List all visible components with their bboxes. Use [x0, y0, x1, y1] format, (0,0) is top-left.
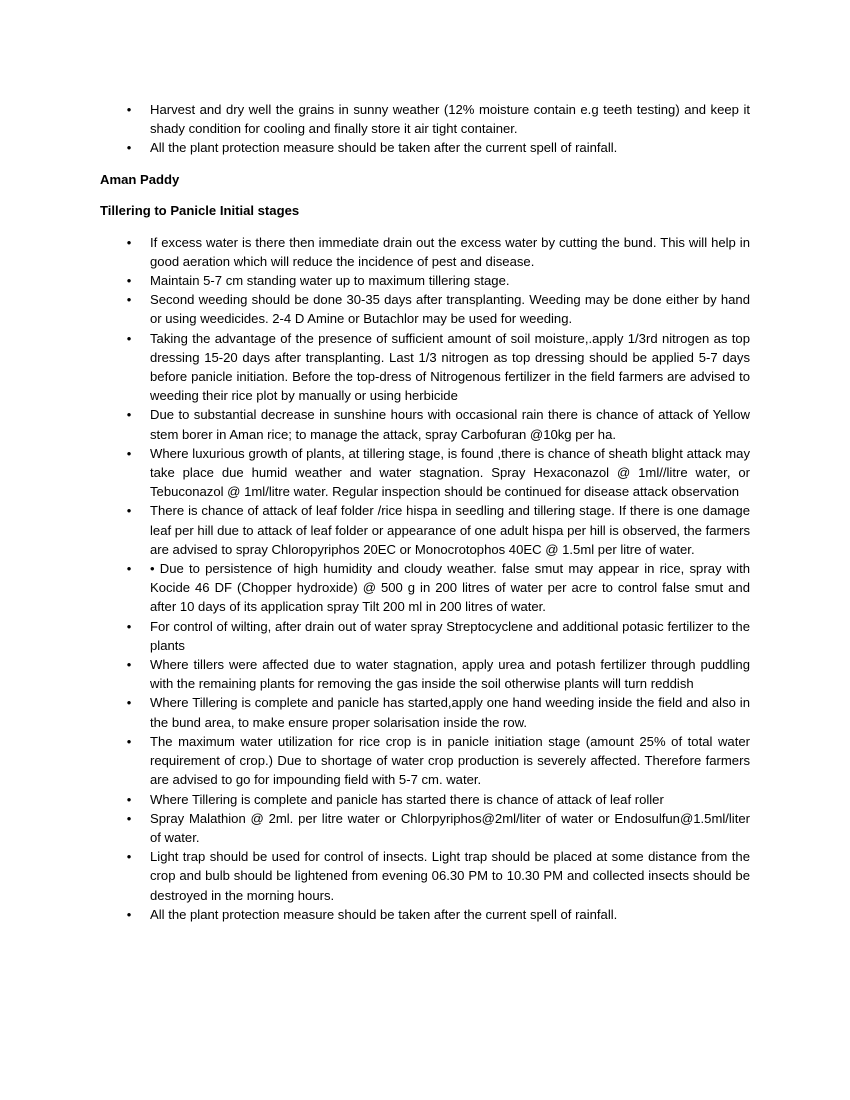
bullet-icon: • [126, 657, 132, 673]
list-item [100, 809, 750, 847]
list-item-text: Maintain 5-7 cm standing water up to maximum tillering stage. [150, 273, 510, 289]
bullet-icon: • [126, 503, 132, 519]
list-item [100, 655, 750, 693]
list-item-text: All the plant protection measure should be taken after the current spell of rainfall. [150, 140, 618, 156]
bullet-icon: • [126, 445, 132, 461]
list-item-text: Due to substantial decrease in sunshine hours with occasional rain there is chance of attack of Yellow stem borer in Aman rice; to manage the attack, spray Carbofuran @10kg per ha. [150, 407, 750, 442]
list-item [100, 138, 750, 157]
list-item-text: Where tillers were affected due to water stagnation, apply urea and potash fertilizer through puddling with the remaining plants for removing the gas inside the soil otherwise plants will turn reddish [150, 657, 750, 692]
list-item-text: Where Tillering is complete and panicle has started,apply one hand weeding inside the field and also in the bund area, to make ensure proper solarisation inside the row. [150, 695, 750, 730]
bullet-icon: • [126, 810, 132, 826]
list-item [100, 233, 750, 271]
list-item-text: For control of wilting, after drain out of water spray Streptocyclene and additional potasic fertilizer to the plants [150, 618, 750, 653]
list-item-text: Taking the advantage of the presence of sufficient amount of soil moisture,.apply 1/3rd nitrogen as top dressing 15-20 days after transplanting. Last 1/3 nitrogen as top dressing should be applied 5-7 days before panicle initiation. Before the top-dress of Nitrogenous fertilizer in the field farmers are advised to weeding their rice plot by manually or using herbicide [150, 330, 750, 404]
bullet-icon: • [126, 330, 132, 346]
bullet-icon: • [126, 407, 132, 423]
list-item [100, 790, 750, 809]
list-item [100, 100, 750, 138]
list-item-text: Harvest and dry well the grains in sunny weather (12% moisture contain e.g teeth testing) and keep it shady condition for cooling and finally store it air tight container. [150, 102, 750, 137]
list-item-text: Second weeding should be done 30-35 days after transplanting. Weeding may be done either by hand or using weedicides. 2-4 D Amine or Butachlor may be used for weeding. [150, 292, 750, 327]
list-item-text: If excess water is there then immediate drain out the excess water by cutting the bund. This will help in good aeration which will reduce the incidence of pest and disease. [150, 234, 750, 269]
bullet-icon: • [126, 140, 132, 156]
bullet-icon: • [126, 849, 132, 865]
list-item-text: Spray Malathion @ 2ml. per litre water or Chlorpyriphos@2ml/liter of water or Endosulfun@1.5ml/liter of water. [150, 810, 750, 845]
list-item [100, 501, 750, 559]
bullet-icon: • [126, 102, 132, 117]
list-item-text: Where Tillering is complete and panicle has started there is chance of attack of leaf roller [150, 791, 664, 807]
list-item [100, 847, 750, 905]
document-content [100, 100, 750, 924]
bullet-icon: • [126, 292, 132, 308]
list-item-text: Where luxurious growth of plants, at tillering stage, is found ,there is chance of sheath blight attack may take place due humid weather and water stagnation. Spray Hexaconazol @ 1ml//litre water, or Tebuconazol @ 1ml/litre water. Regular inspection should be continued for disease attack observation [150, 445, 750, 500]
list-item [100, 444, 750, 502]
list-item-text: There is chance of attack of leaf folder /rice hispa in seedling and tillering stage. If there is one damage leaf per hill due to attack of leaf folder or appearance of one adult hispa per hill is observed, the farmers are advised to spray Chloropyriphos 20EC or Monocrotophos 40EC @ 1.5ml per litre of water. [150, 503, 750, 557]
list-item [100, 405, 750, 443]
list-item-text: Light trap should be used for control of insects. Light trap should be placed at some distance from the crop and bulb should be lightened from evening 06.30 PM to 10.30 PM and collected insects should be destroyed in the morning hours. [150, 849, 750, 903]
bullet-icon: • [126, 733, 132, 749]
list-item [100, 617, 750, 655]
subsection-heading: Tillering to Panicle Initial stages [100, 202, 300, 218]
bullet-icon: • [126, 561, 132, 577]
list-item-text: The maximum water utilization for rice crop is in panicle initiation stage (amount 25% of total water requirement of crop.) Due to shortage of water crop production is severely affected. Therefore farmers are advised to go for impounding field with 5-7 cm. water. [150, 733, 750, 788]
list-item [100, 732, 750, 790]
list-item [100, 559, 750, 617]
list-item [100, 693, 750, 731]
bullet-icon: • [126, 906, 132, 922]
list-item-text: All the plant protection measure should be taken after the current spell of rainfall. [150, 906, 618, 922]
list-item [100, 271, 750, 290]
list-item [100, 290, 750, 328]
bullet-icon: • [126, 695, 132, 711]
list-item-text: • Due to persistence of high humidity and cloudy weather. false smut may appear in rice, spray with Kocide 46 DF (Chopper hydroxide) @ 500 g in 200 litres of water per acre to control false smut and after 10 days of its application spray Tilt 200 ml in 200 litres of water. [150, 561, 750, 615]
section-heading: Aman Paddy [100, 171, 180, 187]
bullet-icon: • [126, 273, 132, 289]
bullet-icon: • [126, 791, 132, 807]
list-item [100, 905, 750, 924]
bullet-icon: • [126, 234, 132, 250]
list-item [100, 329, 750, 406]
top-bullet-list [100, 100, 750, 158]
main-bullet-list [100, 233, 750, 924]
bullet-icon: • [126, 618, 132, 634]
